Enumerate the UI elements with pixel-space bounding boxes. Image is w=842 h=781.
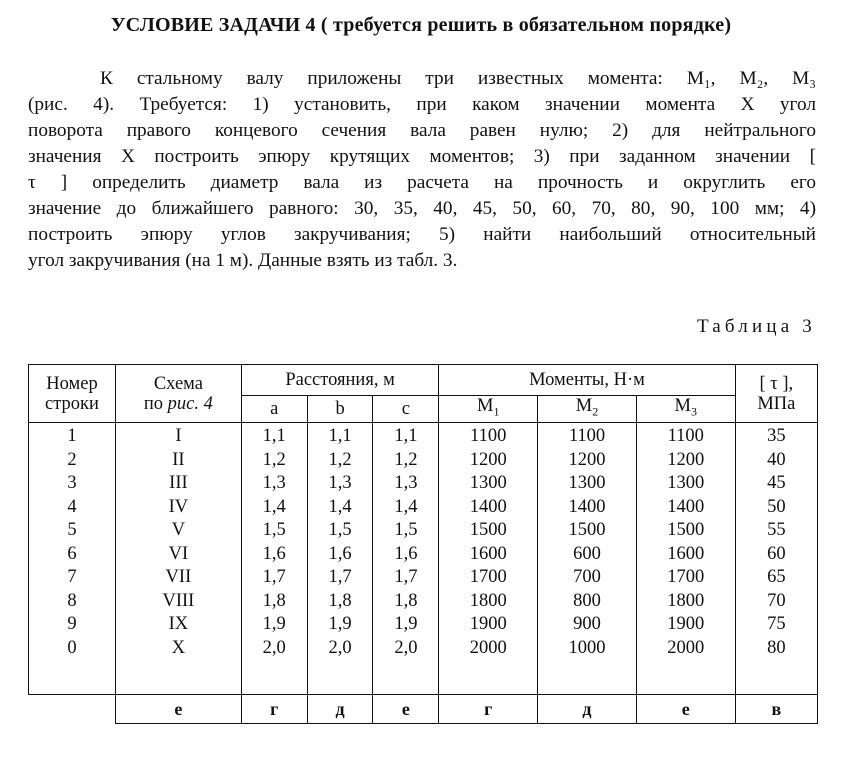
statement-line-8: угол закручивания (на 1 м). Данные взять из табл. 3. xyxy=(28,250,458,271)
header-moments: Моменты, Н·м xyxy=(439,365,735,396)
table-cell: 8 xyxy=(29,590,116,614)
table-row xyxy=(29,613,818,637)
table-cell: II xyxy=(116,449,242,473)
table-cell: 1200 xyxy=(538,449,637,473)
table-footer-cell: г xyxy=(241,695,307,724)
table-cell: 1,1 xyxy=(241,423,307,449)
table-row xyxy=(29,472,818,496)
table-cell: 1,9 xyxy=(241,613,307,637)
subheader-moment-4: $M_2$ xyxy=(538,396,637,423)
table-cell: X xyxy=(116,637,242,661)
table-cell: 1,6 xyxy=(307,543,373,567)
table-cell: 1,8 xyxy=(373,590,439,614)
table-cell: 1,4 xyxy=(307,496,373,520)
table-cell: 75 xyxy=(735,613,817,637)
table-cell: 1 xyxy=(29,423,116,449)
table-cell: 1,8 xyxy=(241,590,307,614)
table-row xyxy=(29,423,818,449)
table-cell: 1,8 xyxy=(307,590,373,614)
header-tau: [ τ ], МПа xyxy=(735,365,817,423)
table-cell: 2000 xyxy=(439,637,538,661)
table-cell: 2,0 xyxy=(373,637,439,661)
table-row xyxy=(29,590,818,614)
table-footer-cell: д xyxy=(307,695,373,724)
table-cell: 60 xyxy=(735,543,817,567)
table-cell: III xyxy=(116,472,242,496)
table-cell: V xyxy=(116,519,242,543)
statement-line-7: построить эпюру углов закручивания; 5) найти наибольший относительный xyxy=(28,224,816,245)
table-cell: 1200 xyxy=(636,449,735,473)
table-cell: 1700 xyxy=(636,566,735,590)
table-footer-cell: е xyxy=(373,695,439,724)
statement-line-2: (рис. 4). Требуется: 1) установить, при каком значении момента X угол xyxy=(28,94,816,115)
table-cell: 5 xyxy=(29,519,116,543)
table-cell: 80 xyxy=(735,637,817,661)
table-cell: 1,4 xyxy=(241,496,307,520)
table-cell: 3 xyxy=(29,472,116,496)
table-cell: 1100 xyxy=(439,423,538,449)
table-cell: 55 xyxy=(735,519,817,543)
table-cell: 1900 xyxy=(439,613,538,637)
table-cell: 1900 xyxy=(636,613,735,637)
problem-title: УСЛОВИЕ ЗАДАЧИ 4 ( требуется решить в обязательном порядке) xyxy=(110,14,732,36)
table-cell: 1,4 xyxy=(373,496,439,520)
table-cell: 600 xyxy=(538,543,637,567)
table-cell: 1,7 xyxy=(241,566,307,590)
table-cell: 1,9 xyxy=(307,613,373,637)
table-cell: 1300 xyxy=(636,472,735,496)
table-cell: VII xyxy=(116,566,242,590)
table-cell: IV xyxy=(116,496,242,520)
table-cell: 0 xyxy=(29,637,116,661)
table-cell: 1800 xyxy=(439,590,538,614)
table-cell: 1000 xyxy=(538,637,637,661)
table-cell: 1,3 xyxy=(307,472,373,496)
table-cell: 1,7 xyxy=(373,566,439,590)
statement-line-5: τ ] определить диаметр вала из расчета на прочность и округлить его xyxy=(28,172,816,193)
table-cell: 1600 xyxy=(439,543,538,567)
table-cell: VI xyxy=(116,543,242,567)
table-cell: 1300 xyxy=(538,472,637,496)
statement-line-4: значения X построить эпюру крутящих моментов; 3) при заданном значении [ xyxy=(28,146,816,167)
table-cell: 2,0 xyxy=(307,637,373,661)
table-cell: 2 xyxy=(29,449,116,473)
table-cell: 700 xyxy=(538,566,637,590)
table-cell: 1,2 xyxy=(307,449,373,473)
table-cell: 1,5 xyxy=(373,519,439,543)
problem-statement xyxy=(28,66,816,274)
header-scheme: Схема по рис. 4 xyxy=(116,365,242,423)
table-cell: 1500 xyxy=(636,519,735,543)
table-footer-cell: е xyxy=(636,695,735,724)
table-caption: Таблица 3 xyxy=(696,316,816,337)
table-footer-cell: г xyxy=(439,695,538,724)
table-cell: 1400 xyxy=(538,496,637,520)
table-spacer-row xyxy=(29,660,818,695)
subheader-distance-1: b xyxy=(307,396,373,423)
table-cell: 1,2 xyxy=(373,449,439,473)
table-cell: 35 xyxy=(735,423,817,449)
table-cell: 1,7 xyxy=(307,566,373,590)
data-table xyxy=(28,364,818,724)
table-row xyxy=(29,637,818,661)
table-cell: IX xyxy=(116,613,242,637)
table-cell: 65 xyxy=(735,566,817,590)
table-cell: 50 xyxy=(735,496,817,520)
table-row xyxy=(29,543,818,567)
table-cell: 1500 xyxy=(538,519,637,543)
table-footer-cell xyxy=(29,695,116,724)
subheader-moment-3: $M_1$ xyxy=(439,396,538,423)
table-cell: 1100 xyxy=(636,423,735,449)
table-cell: 6 xyxy=(29,543,116,567)
table-cell: 1,3 xyxy=(373,472,439,496)
table-row xyxy=(29,519,818,543)
subheader-distance-2: c xyxy=(373,396,439,423)
table-cell: 1800 xyxy=(636,590,735,614)
table-cell: 40 xyxy=(735,449,817,473)
table-cell: 1400 xyxy=(636,496,735,520)
table-cell: 1300 xyxy=(439,472,538,496)
table-cell: 9 xyxy=(29,613,116,637)
table-cell: 1,1 xyxy=(307,423,373,449)
table-cell: 4 xyxy=(29,496,116,520)
table-cell: 1,5 xyxy=(307,519,373,543)
table-cell: 1100 xyxy=(538,423,637,449)
table-cell: 1600 xyxy=(636,543,735,567)
table-cell: 1,1 xyxy=(373,423,439,449)
table-cell: 1,6 xyxy=(373,543,439,567)
header-distances: Расстояния, м xyxy=(241,365,439,396)
table-footer-cell: д xyxy=(538,695,637,724)
table-cell: 1,5 xyxy=(241,519,307,543)
table-cell: 1,6 xyxy=(241,543,307,567)
table-cell: 2000 xyxy=(636,637,735,661)
table-cell: 1,2 xyxy=(241,449,307,473)
table-cell: 1200 xyxy=(439,449,538,473)
table-row xyxy=(29,449,818,473)
table-cell: 1700 xyxy=(439,566,538,590)
table-cell: 900 xyxy=(538,613,637,637)
table-cell: 1,9 xyxy=(373,613,439,637)
table-cell: 1,3 xyxy=(241,472,307,496)
table-cell: 70 xyxy=(735,590,817,614)
table-cell: 2,0 xyxy=(241,637,307,661)
table-cell: 7 xyxy=(29,566,116,590)
subheader-moment-5: $M_3$ xyxy=(636,396,735,423)
table-footer-cell: е xyxy=(116,695,242,724)
table-row xyxy=(29,496,818,520)
statement-line-1: К стальному валу приложены три известных момента: M₁, M₂, M₃ xyxy=(100,68,816,89)
subheader-distance-0: a xyxy=(241,396,307,423)
statement-line-3: поворота правого концевого сечения вала равен нулю; 2) для нейтрального xyxy=(28,120,816,141)
statement-line-6: значение до ближайшего равного: 30, 35, 40, 45, 50, 60, 70, 80, 90, 100 мм; 4) xyxy=(28,198,816,219)
table-cell: 45 xyxy=(735,472,817,496)
table-cell: VIII xyxy=(116,590,242,614)
header-row-number: Номер строки xyxy=(29,365,116,423)
table-cell: 800 xyxy=(538,590,637,614)
table-cell: 1400 xyxy=(439,496,538,520)
table-cell: I xyxy=(116,423,242,449)
table-footer-cell: в xyxy=(735,695,817,724)
table-cell: 1500 xyxy=(439,519,538,543)
table-row xyxy=(29,566,818,590)
